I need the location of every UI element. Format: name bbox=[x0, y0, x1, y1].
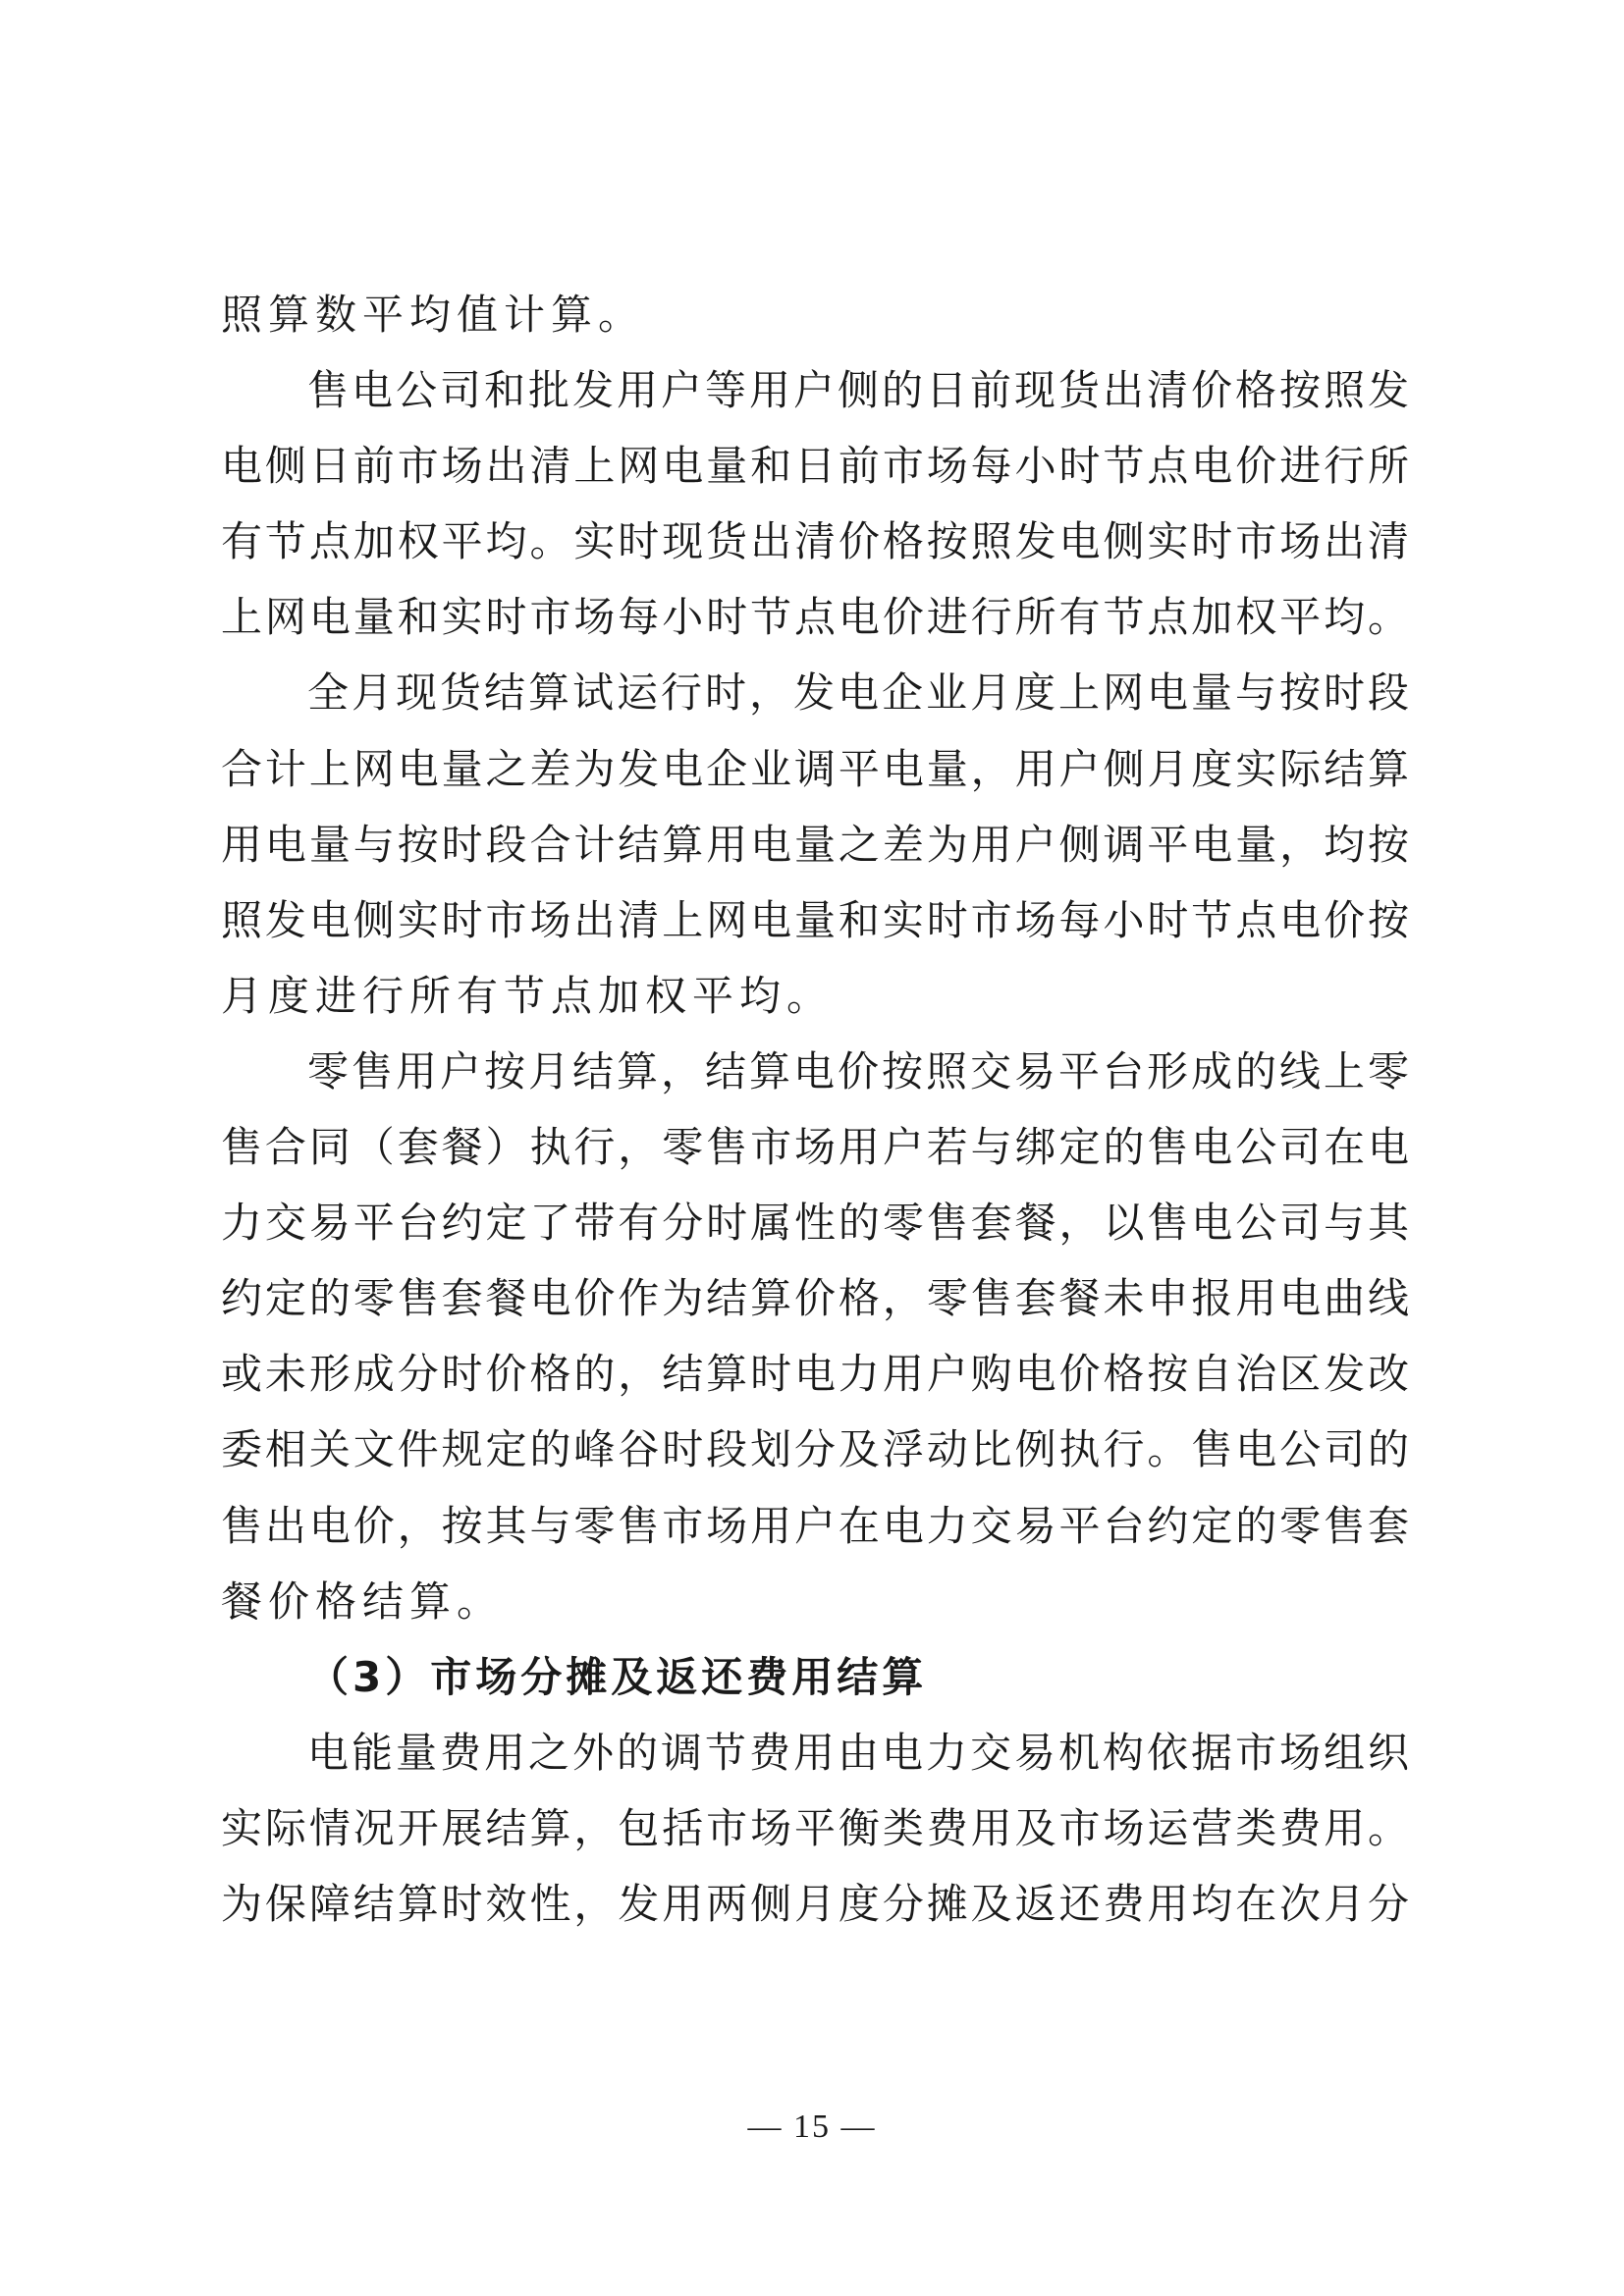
section-heading: （3）市场分摊及返还费用结算 bbox=[307, 1652, 928, 1701]
text-line: 有节点加权平均。实时现货出清价格按照发电侧实时市场出清 bbox=[221, 517, 1409, 566]
text-line: 售合同（套餐）执行，零售市场用户若与绑定的售电公司在电 bbox=[221, 1123, 1409, 1172]
text-line: 为保障结算时效性，发用两侧月度分摊及返还费用均在次月分 bbox=[221, 1879, 1409, 1928]
text-line: 电能量费用之外的调节费用由电力交易机构依据市场组织 bbox=[307, 1728, 1409, 1777]
text-line: 或未形成分时价格的，结算时电力用户购电价格按自治区发改 bbox=[221, 1350, 1409, 1399]
text-line: 电侧日前市场出清上网电量和日前市场每小时节点电价进行所 bbox=[221, 442, 1409, 491]
text-line: 全月现货结算试运行时，发电企业月度上网电量与按时段 bbox=[307, 668, 1409, 718]
page-number: — 15 — bbox=[747, 2109, 877, 2145]
text-line: 合计上网电量之差为发电企业调平电量，用户侧月度实际结算 bbox=[221, 744, 1409, 793]
text-line: 上网电量和实时市场每小时节点电价进行所有节点加权平均。 bbox=[221, 593, 1409, 642]
text-line: 约定的零售套餐电价作为结算价格，零售套餐未申报用电曲线 bbox=[221, 1274, 1409, 1323]
text-line: 实际情况开展结算，包括市场平衡类费用及市场运营类费用。 bbox=[221, 1803, 1409, 1852]
text-line: 零售用户按月结算，结算电价按照交易平台形成的线上零 bbox=[307, 1046, 1409, 1095]
text-line: 月度进行所有节点加权平均。 bbox=[221, 971, 835, 1020]
text-line: 售出电价，按其与零售市场用户在电力交易平台约定的零售套 bbox=[221, 1501, 1409, 1550]
text-line: 售电公司和批发用户等用户侧的日前现货出清价格按照发 bbox=[307, 366, 1409, 415]
text-line: 委相关文件规定的峰谷时段划分及浮动比例执行。售电公司的 bbox=[221, 1425, 1409, 1474]
text-line: 餐价格结算。 bbox=[221, 1576, 505, 1626]
text-line: 照算数平均值计算。 bbox=[221, 291, 646, 339]
text-line: 力交易平台约定了带有分时属性的零售套餐，以售电公司与其 bbox=[221, 1199, 1409, 1248]
body-text bbox=[221, 277, 1409, 1942]
text-line: 照发电侧实时市场出清上网电量和实时市场每小时节点电价按 bbox=[221, 895, 1409, 944]
text-line: 用电量与按时段合计结算用电量之差为用户侧调平电量，均按 bbox=[221, 820, 1409, 869]
